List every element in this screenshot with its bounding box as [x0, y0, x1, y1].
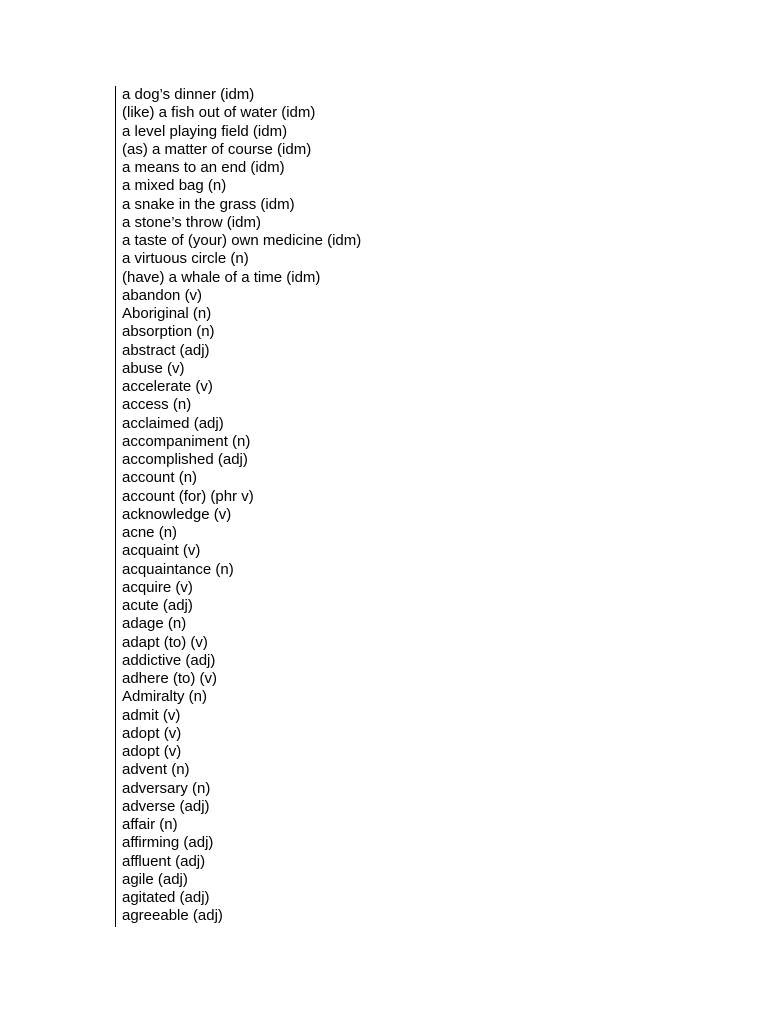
vocabulary-entry: affirming (adj) [122, 834, 214, 852]
vocabulary-entry: affluent (adj) [122, 852, 206, 870]
vocabulary-entry: affair (n) [122, 816, 178, 833]
vocabulary-entry: a taste of (your) own medicine (idm) [122, 232, 362, 249]
vocabulary-entry: acne (n) [122, 524, 178, 541]
vocabulary-entry: acquaintance (n) [122, 560, 234, 578]
vocabulary-entry: adverse (adj) [122, 797, 210, 815]
vocabulary-entry: a mixed bag (n) [122, 177, 227, 195]
vocabulary-entry: adhere (to) (v) [122, 670, 218, 687]
vocabulary-entry: agitated (adj) [122, 889, 210, 906]
vocabulary-entry: account (for) (phr v) [122, 487, 254, 505]
vocabulary-entry: abandon (v) [122, 286, 203, 304]
vocabulary-entry: agile (adj) [122, 870, 188, 888]
vocabulary-entry: Admiralty (n) [122, 688, 208, 706]
vocabulary-list-column [115, 86, 535, 927]
vocabulary-entry: absorption (n) [122, 323, 215, 341]
vocabulary-entry: acute (adj) [122, 597, 193, 614]
vocabulary-entry: accomplished (adj) [122, 451, 248, 468]
vocabulary-entry: a level playing field (idm) [122, 122, 288, 140]
vocabulary-entry: abuse (v) [122, 359, 185, 377]
vocabulary-entry: adapt (to) (v) [122, 633, 208, 651]
vocabulary-entry: adopt (v) [122, 724, 182, 742]
vocabulary-entry: accelerate (v) [122, 378, 213, 395]
vocabulary-entry: Aboriginal (n) [122, 305, 212, 322]
vocabulary-entry: adversary (n) [122, 779, 211, 797]
vocabulary-entry: account (n) [122, 469, 198, 487]
vocabulary-entry: (like) a fish out of water (idm) [122, 104, 316, 122]
vocabulary-entry: access (n) [122, 396, 192, 414]
vocabulary-entry: acquire (v) [122, 578, 193, 596]
vocabulary-entry: a stone’s throw (idm) [122, 213, 261, 231]
vocabulary-entry: a virtuous circle (n) [122, 250, 249, 268]
vocabulary-entry: acknowledge (v) [122, 505, 232, 523]
vocabulary-entry: a dog’s dinner (idm) [122, 86, 255, 103]
vocabulary-entry: adopt (v) [122, 743, 182, 760]
vocabulary-entry: admit (v) [122, 706, 181, 724]
vocabulary-entry: abstract (adj) [122, 341, 210, 359]
vocabulary-entry: (have) a whale of a time (idm) [122, 268, 321, 286]
vocabulary-entry: a means to an end (idm) [122, 159, 285, 176]
vocabulary-list [122, 86, 535, 926]
vocabulary-entry: a snake in the grass (idm) [122, 195, 295, 213]
vocabulary-entry: advent (n) [122, 761, 190, 779]
vocabulary-entry: adage (n) [122, 615, 187, 633]
vocabulary-entry: acquaint (v) [122, 542, 201, 560]
vocabulary-entry: addictive (adj) [122, 651, 216, 669]
vocabulary-entry: accompaniment (n) [122, 432, 251, 450]
vocabulary-entry: (as) a matter of course (idm) [122, 140, 312, 158]
vocabulary-entry: acclaimed (adj) [122, 414, 224, 432]
vocabulary-entry: agreeable (adj) [122, 907, 223, 925]
